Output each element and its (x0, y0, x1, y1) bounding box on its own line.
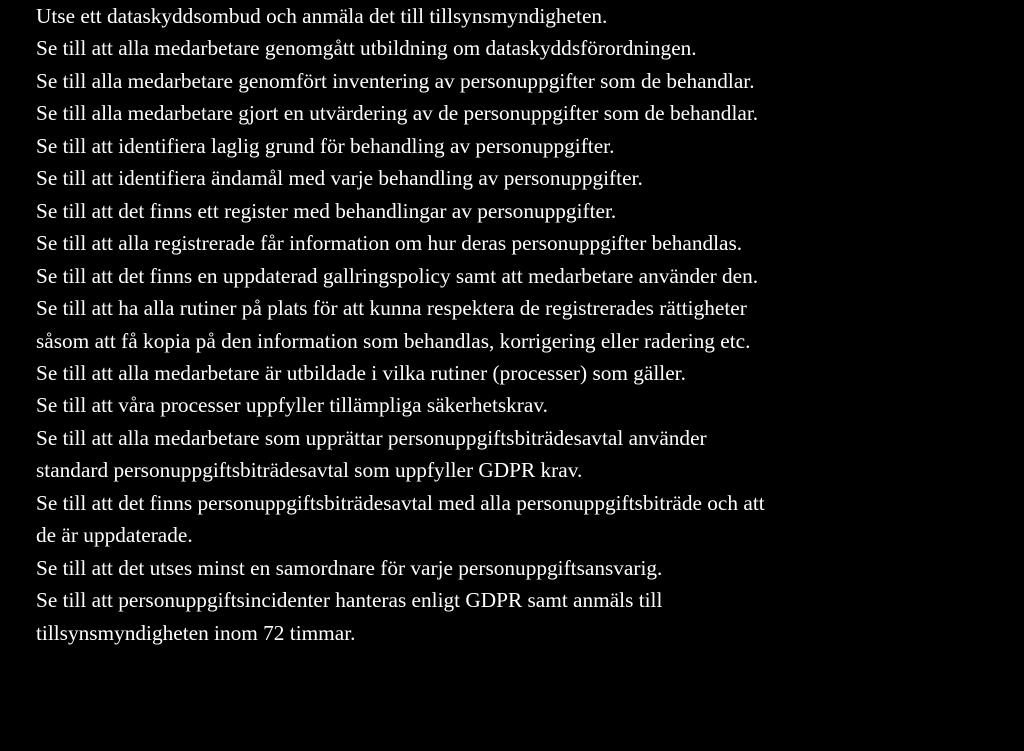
checklist-line: såsom att få kopia på den information som behandlas, korrigering eller radering etc. (36, 328, 751, 353)
checklist-line: Se till att alla registrerade får information om hur deras personuppgifter behandlas. (36, 231, 743, 256)
checklist-item (36, 389, 1021, 421)
checklist-item (36, 422, 1021, 487)
checklist-item (36, 130, 1021, 162)
checklist-line: Se till att det finns ett register med behandlingar av personuppgifter. (36, 198, 617, 223)
checklist-line: de är uppdaterade. (36, 523, 193, 548)
checklist-item (36, 65, 1021, 97)
checklist-item (36, 357, 1021, 389)
checklist-line: Utse ett dataskyddsombud och anmäla det till tillsynsmyndigheten. (36, 4, 608, 28)
checklist-item (36, 195, 1021, 227)
checklist-item (36, 552, 1021, 584)
checklist-line: Se till att identifiera laglig grund för behandling av personuppgifter. (36, 133, 615, 158)
checklist-line: Se till att alla medarbetare som upprättar personuppgiftsbiträdesavtal använder (36, 425, 707, 450)
checklist-item (36, 0, 1021, 32)
checklist-item (36, 227, 1021, 259)
checklist-line: tillsynsmyndigheten inom 72 timmar. (36, 620, 356, 645)
checklist-item (36, 487, 1021, 552)
checklist-item (36, 292, 1021, 357)
checklist-line: Se till att personuppgiftsincidenter hanteras enligt GDPR samt anmäls till (36, 588, 663, 613)
checklist-line: Se till att våra processer uppfyller tillämpliga säkerhetskrav. (36, 393, 548, 418)
checklist-line: Se till att ha alla rutiner på plats för att kunna respektera de registrerades rättigheter (36, 296, 747, 321)
checklist-item (36, 162, 1021, 194)
checklist-item (36, 97, 1021, 129)
checklist-line: Se till alla medarbetare genomfört inventering av personuppgifter som de behandlar. (36, 68, 755, 93)
gdpr-checklist (36, 0, 1021, 649)
checklist-line: standard personuppgiftsbiträdesavtal som uppfyller GDPR krav. (36, 458, 583, 483)
checklist-item (36, 584, 1021, 649)
checklist-item (36, 260, 1021, 292)
checklist-item (36, 32, 1021, 64)
checklist-line: Se till att alla medarbetare är utbildade i vilka rutiner (processer) som gäller. (36, 360, 686, 385)
checklist-line: Se till alla medarbetare gjort en utvärdering av de personuppgifter som de behandlar. (36, 101, 759, 126)
checklist-line: Se till att det finns personuppgiftsbiträdesavtal med alla personuppgiftsbiträde och att (36, 490, 765, 515)
checklist-line: Se till att alla medarbetare genomgått utbildning om dataskyddsförordningen. (36, 36, 697, 61)
checklist-line: Se till att det finns en uppdaterad gallringspolicy samt att medarbetare använder den. (36, 263, 759, 288)
checklist-line: Se till att det utses minst en samordnare för varje personuppgiftsansvarig. (36, 555, 663, 580)
checklist-line: Se till att identifiera ändamål med varje behandling av personuppgifter. (36, 166, 643, 191)
